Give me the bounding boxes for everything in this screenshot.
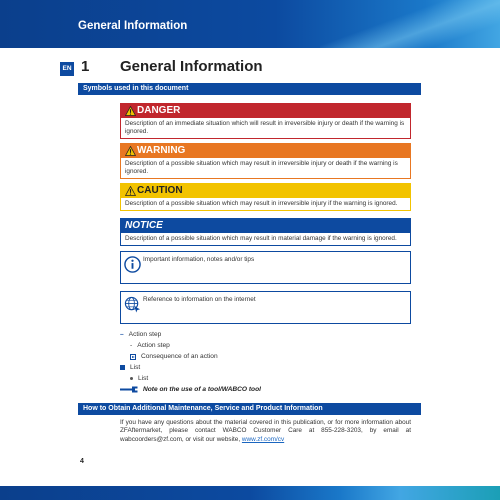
arrow-box-icon bbox=[130, 354, 136, 360]
danger-box bbox=[120, 103, 411, 139]
globe-icon bbox=[124, 296, 141, 313]
square-bullet-icon bbox=[120, 365, 125, 370]
list-item-action-step bbox=[120, 331, 161, 338]
dot-bullet-icon bbox=[130, 377, 133, 380]
danger-label: DANGER bbox=[137, 105, 181, 116]
info-note-box bbox=[120, 251, 411, 284]
caution-box bbox=[120, 183, 411, 211]
caution-label: CAUTION bbox=[137, 185, 183, 196]
notice-header bbox=[121, 219, 410, 233]
wrench-icon bbox=[120, 386, 138, 393]
website-link[interactable]: www.zf.com/cv bbox=[241, 435, 285, 443]
contact-text: If you have any questions about the material covered in this publication, or for more information about ZFAftermarket, please contact WABCO Customer Care at 855-228-3203, by email at wabcoorders@zf.com, or visit our website, bbox=[120, 419, 411, 443]
warning-text: Description of a possible situation which may result in irreversible injury or death if the warning is ignored. bbox=[121, 158, 410, 178]
list-item-consequence bbox=[130, 353, 218, 360]
warning-box bbox=[120, 143, 411, 179]
header-swoosh bbox=[320, 0, 500, 48]
section-heading-symbols: Symbols used in this document bbox=[78, 83, 421, 95]
danger-text: Description of an immediate situation which will result in irreversible injury or death if the warning is ignored. bbox=[121, 118, 410, 138]
list-item-text: Consequence of an action bbox=[141, 353, 218, 360]
chapter-title: General Information bbox=[120, 58, 263, 75]
notice-text: Description of a possible situation which may result in material damage if the warning is ignored. bbox=[121, 233, 410, 245]
header-title: General Information bbox=[78, 20, 188, 32]
footer-band bbox=[0, 486, 500, 500]
notice-label: NOTICE bbox=[125, 220, 163, 231]
warning-triangle-icon bbox=[125, 106, 136, 116]
info-note-text: Important information, notes and/or tips bbox=[143, 256, 255, 263]
header-band bbox=[0, 0, 500, 48]
page-number: 4 bbox=[80, 458, 84, 465]
tool-note-text: Note on the use of a tool/WABCO tool bbox=[143, 386, 261, 393]
section-heading-maintenance: How to Obtain Additional Maintenance, Service and Product Information bbox=[78, 403, 421, 415]
list-item-text: List bbox=[130, 364, 141, 371]
warning-triangle-icon bbox=[125, 146, 136, 156]
warning-label: WARNING bbox=[137, 145, 186, 156]
list-item-text: Action step bbox=[137, 342, 170, 349]
language-badge: EN bbox=[60, 62, 74, 76]
contact-paragraph bbox=[120, 419, 411, 444]
chapter-number: 1 bbox=[81, 58, 90, 75]
caution-text: Description of a possible situation which may result in irreversible injury if the warning is ignored. bbox=[121, 198, 410, 210]
list-item-tool-note bbox=[120, 386, 261, 393]
danger-header bbox=[121, 104, 410, 118]
web-reference-box bbox=[120, 291, 411, 324]
list-item-text: List bbox=[138, 375, 149, 382]
dash-bullet-icon: – bbox=[120, 331, 124, 338]
list-item-text: Action step bbox=[128, 331, 162, 338]
warning-triangle-icon bbox=[125, 186, 136, 196]
small-dash-bullet-icon: - bbox=[130, 342, 133, 349]
list-item-sub-list bbox=[130, 375, 148, 382]
info-icon bbox=[124, 256, 141, 273]
caution-header bbox=[121, 184, 410, 198]
list-item-sub-action-step bbox=[130, 342, 170, 349]
warning-header bbox=[121, 144, 410, 158]
notice-box bbox=[120, 218, 411, 246]
web-reference-text: Reference to information on the internet bbox=[143, 296, 256, 303]
list-item-list bbox=[120, 364, 140, 371]
